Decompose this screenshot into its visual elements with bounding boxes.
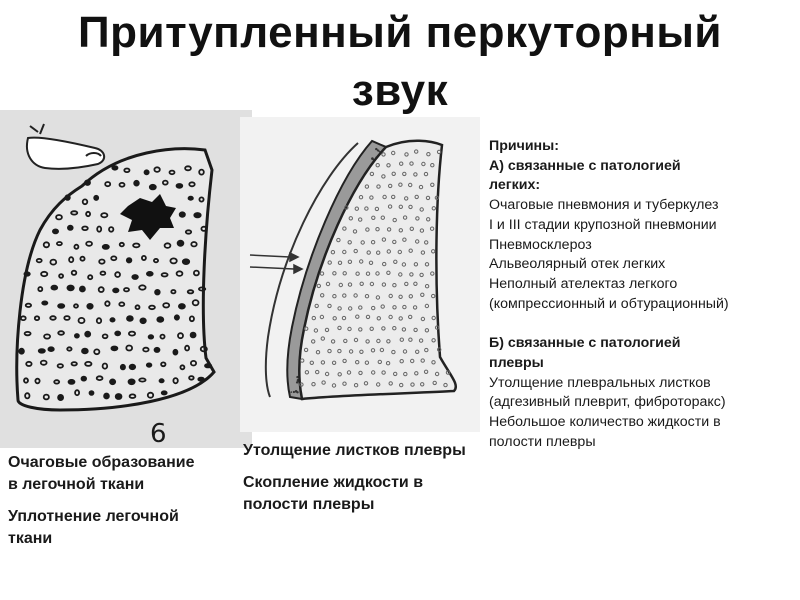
causes-title: Причины: — [489, 138, 559, 154]
alveolus-dot — [103, 245, 109, 249]
cause-item: полости плевры — [489, 433, 596, 450]
alveolus-dot — [115, 332, 120, 336]
alveolus-dot — [129, 379, 135, 384]
cause-item: Неполный ателектаз легкого — [489, 275, 678, 292]
alveolus-dot — [85, 180, 90, 185]
alveolus-dot — [110, 379, 115, 384]
alveolus-dot — [178, 241, 184, 246]
alveolus-dot — [39, 349, 45, 353]
cause-item: (компрессионный и обтурационный) — [489, 295, 729, 312]
alveolus-dot — [198, 378, 204, 381]
alveolus-dot — [112, 166, 117, 170]
alveolus-dot — [173, 350, 177, 355]
alveolus-dot — [155, 348, 160, 352]
alveolus-dot — [67, 286, 73, 291]
slide-title — [0, 4, 800, 120]
alveolus-dot — [90, 391, 94, 395]
fluid-speck — [293, 391, 295, 393]
alveolus-dot — [110, 318, 114, 321]
caption-text: Очаговые образование в легочной ткани — [8, 454, 195, 493]
spacer — [489, 314, 799, 334]
alveolus-dot — [150, 185, 156, 190]
alveolus-dot — [68, 226, 73, 230]
alveolus-dot — [157, 317, 163, 322]
alveolus-dot — [180, 212, 185, 217]
alveolus-dot — [116, 394, 122, 399]
alveolus-dot — [175, 315, 179, 319]
alveolus-dot — [80, 287, 85, 292]
alveolus-dot — [48, 347, 53, 351]
alveolus-dot — [82, 377, 87, 381]
alveolus-dot — [82, 349, 88, 354]
alveolus-dot — [19, 349, 24, 354]
alveolus-dot — [140, 318, 145, 323]
cause-item: Утолщение плевральных листков — [489, 374, 711, 391]
alveolus-dot — [155, 290, 160, 295]
alveolus-dot — [189, 197, 193, 200]
alveolus-dot — [134, 181, 139, 186]
alveolus-dot — [58, 395, 63, 400]
cause-item: (адгезивный плеврит, фиброторакс) — [489, 394, 726, 411]
lung-focal-lesion-illustration — [0, 110, 252, 448]
alveolus-dot — [75, 334, 79, 338]
cause-item: Очаговые пневмония и туберкулез — [489, 197, 719, 214]
group-a-title: А) связанные с патологией — [489, 157, 681, 174]
alveolus-dot — [94, 196, 98, 200]
alveolus-dot — [191, 333, 196, 338]
alveolus-dot — [111, 347, 117, 351]
alveolus-dot — [130, 365, 136, 370]
caption-focal-lesion — [8, 452, 198, 560]
cause-item: Пневмосклероз — [489, 236, 592, 253]
lung-pleural-thickening-illustration — [240, 117, 480, 432]
alveolus-dot — [42, 301, 47, 304]
alveolus-dot — [65, 195, 69, 200]
alveolus-dot — [179, 304, 185, 309]
fluid-speck — [296, 391, 298, 393]
alveolus-dot — [53, 229, 58, 233]
alveolus-dot — [149, 335, 154, 338]
fluid-speck — [291, 391, 293, 393]
causes-list — [489, 137, 799, 453]
alveolus-dot — [183, 259, 189, 264]
cause-item: Альвеолярный отек легких — [489, 256, 666, 273]
alveolus-dot — [121, 365, 125, 370]
cause-item: Небольшое количество жидкости в — [489, 414, 721, 431]
alveolus-dot — [85, 332, 90, 337]
title-line-1: Притупленный перкуторный — [78, 8, 722, 57]
alveolus-dot — [194, 213, 200, 217]
caption-pleura — [243, 440, 468, 526]
title-line-2: звук — [351, 66, 449, 115]
caption-text: Скопление жидкости в полости плевры — [243, 474, 424, 513]
alveolus-dot — [205, 364, 211, 367]
cause-item: I и III стадии крупозной пневмонии — [489, 216, 717, 233]
alveolus-dot — [51, 286, 57, 290]
alveolus-dot — [127, 316, 133, 321]
alveolus-dot — [104, 394, 109, 399]
alveolus-dot — [127, 258, 132, 262]
alveolus-dot — [132, 275, 138, 279]
alveolus-dot — [58, 304, 64, 308]
alveolus-dot — [69, 380, 75, 384]
alveolus-dot — [145, 170, 149, 174]
alveolus-dot — [177, 184, 183, 188]
figure-label: 6 — [150, 419, 167, 448]
group-a-title-cont: легких: — [489, 177, 541, 194]
alveolus-dot — [24, 272, 29, 275]
alveolus-dot — [160, 379, 164, 382]
group-b-title: Б) связанные с патологией — [489, 335, 681, 352]
group-b-title-cont: плевры — [489, 355, 544, 372]
alveolus-dot — [147, 272, 153, 276]
alveolus-dot — [113, 289, 118, 293]
caption-text: Утолщение листков плевры — [243, 442, 466, 459]
alveolus-dot — [147, 363, 152, 366]
alveolus-dot — [87, 304, 92, 309]
caption-text: Уплотнение легочной ткани — [8, 508, 179, 547]
alveolus-dot — [162, 391, 167, 394]
